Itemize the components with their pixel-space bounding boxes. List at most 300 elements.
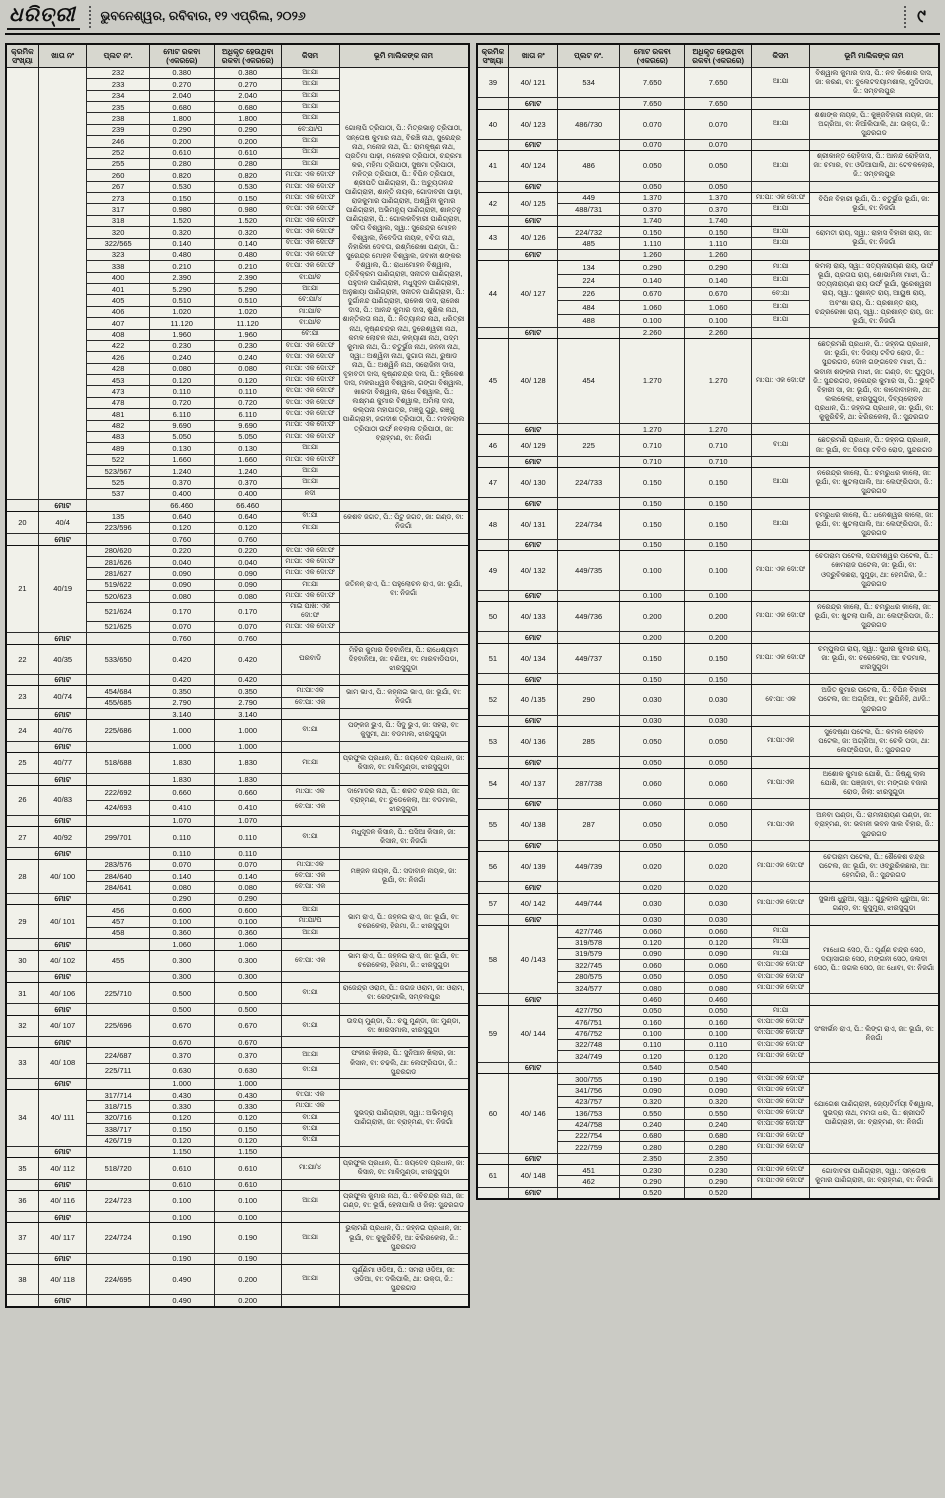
serial-cell [477,1153,509,1164]
acquired-area-cell: 0.080 [685,983,752,994]
total-area-cell: 0.130 [149,443,214,454]
total-area-cell: 0.150 [620,643,685,673]
total-area-cell: 0.610 [149,147,214,158]
kisam-cell: ଆ:ଯା [752,227,810,238]
kisam-cell [281,1253,339,1264]
kisam-cell: ବା:ପା: ଏକ ଦୋ:ଫ [281,238,339,249]
plot-cell: 338 [87,261,149,272]
acquired-area-cell: 1.370 [685,192,752,203]
total-area-cell: 0.820 [149,170,214,181]
owner-cell: ଚେତାରାମ ପଟେଲ, ଦଯବୀଶ୍ୱର ପଟେଲ, ପି.: ଖେମରାଜ ପଟେଲ, ଜା: ଭୂଯାଁ, ବା: ଓଦ୍ରୁବିକଛରା, ସୁମୁଢା, ଥା: ହେମଗିର, ଜି.: ସୁନ୍ଦରଗଡ [810,551,940,590]
serial-cell: 27 [6,827,38,848]
total-area-sum-cell: 0.290 [149,893,214,904]
total-label-cell: ମୋଟ [38,633,87,644]
owner-cell [810,914,940,925]
kisam-cell: ବା:ଯା [281,1135,339,1146]
plot-cell [87,674,149,685]
total-area-cell: 0.070 [620,109,685,139]
plot-col-header: ପ୍ଲଟ ନଂ. [557,44,619,67]
total-area-cell: 0.110 [620,1039,685,1050]
kisam-cell: ମା:ଯା [752,948,810,959]
acquired-area-col-header: ଅଧିକୃତ ହେଉଥିବା ରକବା (ଏକରରେ) [685,44,752,67]
kisam-cell: ମା:ପା:ଏକ ଦୋ:ଫ [752,893,810,914]
kisam-cell [281,674,339,685]
total-area-cell: 0.050 [620,810,685,840]
kisam-cell: ମା:ପା: ଏକ ଦୋ:ଫ [752,192,810,203]
kisam-cell: ଆ:ଯା [281,443,339,454]
plot-cell: 225/710 [87,983,149,1004]
plot-cell: 518/688 [87,752,149,773]
plot-row [6,859,469,870]
kisam-cell: ମା:ଯା [752,1005,810,1016]
acquired-area-cell: 0.190 [685,1074,752,1085]
kisam-cell: ଆ:ଯା [281,102,339,113]
acquired-area-sum-cell: 1.150 [214,1146,281,1157]
acquired-area-cell: 0.070 [214,621,281,632]
kisam-cell [281,709,339,720]
plot-row [477,1165,940,1176]
owner-cell: ଭୁଲାମଣି ପ୍ରଧାନ, ପି.: ଜହ୍ନଇ ପ୍ରଧାନ, ଜା: ଭୂଯାଁ, ବା: କୁକୁରିଚିହି, ଆ: ଝିରିରକେଲା, ଜି.: ସୁନ୍ଦରଗଡ [339,1223,469,1253]
total-area-cell: 0.110 [149,827,214,848]
plot-cell: 290 [557,685,619,715]
kisam-cell: ମା:ପା:ଏକ [752,810,810,840]
kisam-cell [281,1146,339,1157]
total-area-sum-cell: 0.500 [149,1004,214,1015]
total-area-cell: 0.190 [149,1223,214,1253]
owner-cell: ମଞ୍ଜନ ନାୟକ, ପି.: ସଦାବାନ ନାୟକ, ଜା: ଭୂଯାଁ, ବା: ନିଜଗାଁ [339,859,469,893]
acquired-area-cell: 0.050 [685,971,752,982]
header-rule [5,33,940,35]
kisam-cell: ବା:ଯା [281,1124,339,1135]
total-label-cell: ମୋଟ [509,1062,558,1073]
plot-cell: 225/696 [87,1015,149,1036]
acquired-area-cell: 0.130 [214,443,281,454]
land-records-table [476,43,941,1200]
plot-row [477,852,940,882]
acquired-area-cell: 0.050 [685,810,752,840]
total-area-sum-cell: 1.740 [620,215,685,226]
kisam-cell: ବା:ପା:ଏକ ଦୋ:ଫ [752,1028,810,1039]
kisam-cell: ମା:ପା:ଏକ ଦୋ:ଫ [752,1051,810,1062]
total-label-cell: ମୋଟ [509,914,558,925]
owner-cell: ଦାମୋଦର ନାଥ, ପି.: ଶରତ ଚନ୍ଦ୍ର ନାଥ, ଜା: ବ୍ରାହ୍ମଣ, ବା: ଚୁଡେକେଲା, ଆ: ବଡମାଲ, ଝାରସୁଗୁଡା [339,785,469,815]
serial-cell [477,181,509,192]
acquired-area-cell: 0.220 [214,545,281,556]
total-area-cell: 0.170 [149,602,214,621]
kisam-cell: ମା:ଯା/୪ [281,1158,339,1179]
kisam-cell: ବେ:ଯା [281,329,339,340]
plot-cell: 484 [557,301,619,314]
total-label-cell: ମୋଟ [509,994,558,1005]
plot-cell [87,939,149,950]
owner-cell: ଗୋଲାପି ତ୍ରିପାଠୀ, ପି.: ମିତ୍ରଭାନୁ ତ୍ରିପାଠୀ, ସନ୍ତୋଷ କୁମାର ନାଥ, ବିରଞ୍ଚି ନାଥ, ସୁରେନ୍ଦ୍ର ନାଥ, ମନୋଜ ନାଥ, ପି.: ରାମକୃଷ୍ଣ ନାଥ, ପ୍ରତିମା ପାଢ଼ୀ, ମନୋହର ତ୍ରିପାଠୀ, ଚନ୍ଦ୍ରମା କର, ମହିମା ତ୍ରିପାଠୀ, ସୁଷମା ତ୍ରିପାଠୀ, ମନିତ୍ର ତ୍ରିପାଠୀ, ପି.: ବିପିନ ତ୍ରିପାଠୀ, ଶ୍ରୀପତି ପାଣିଗ୍ରାହୀ, ପି.: ଅଚ୍ୟୁତାନନ୍ଦ ପାଣିଗ୍ରାହୀ, ଶାନ୍ତି ନାୟକ, ଗୋଦାବରୀ ପାଢ଼ୀ, ରାଜକୁମାର ପାଣିଗ୍ରାହୀ, ଅଶ୍ୱିନୀ କୁମାର ପାଣିଗ୍ରାହୀ, ଅଭିମନ୍ୟୁ ପାଣିଗ୍ରାହୀ, ଶାନ୍ତନୁ ପାଣିଗ୍ରାହୀ, ପି.: ଗୋଲକବିହାରୀ ପାଣିଗ୍ରାହୀ, ସବିତା ବିଶ୍ୱାଲ, ସ୍ୱା.: ସୁରେନ୍ଦ୍ର ମୋହନ ବିଶ୍ୱାଲ, ନିବେଦିତା ନାୟକ, ବବିତା ନାଥ, ନିହାରିକା ଦେବତା, ରଶ୍ମିରେଖା ପଣ୍ଡା, ପି.: ସୁରେନ୍ଦ୍ର ମୋହନ ବିଶ୍ୱାଲ, ଜବାନୀ ଶଙ୍କର ବିଶ୍ୱାଲ, ପି.: ରାଧାମୋହନ ବିଶ୍ୱାଲ, ତ୍ରିବିକ୍ରମ ପାଣିଗ୍ରାହୀ, ସନାତନ ପାଣିଗ୍ରାହୀ, ପହୁଦାନ ପାଣିଗ୍ରାହୀ, ମଧୁସୂଦନ ପାଣିଗ୍ରାହୀ, ଅନୁଛାୟା ପାଣିଗ୍ରାହୀ, ସନାତନ ପାଣିଗ୍ରାହୀ, ପି.: ଦୁର୍ଗାନନ୍ଦ ପାଣିଗ୍ରାହୀ, ରାକେଶ ଦାସ, ରାଜେଶ ଦାସ, ପି.: ଆନନ୍ଦ କୁମାର ଦାସ, ଶୁଶିଲ ନାଥ, ଶାନ୍ତିଲତା ନାଥ, ପି.: ନିତ୍ୟାନନ୍ଦ ନାଥ, ଧରିତ୍ରୀ ନାଥ, କୃଷ୍ଣଚନ୍ଦ୍ର ନାଥ, ଦୁରେଶ୍ୱରୀ ନାଥ, କମଳ ଲୋଚନ ନାଥ, କଳ୍ୟାଣୀ ନାଥ, ପଦ୍ମ କୁମାର ନାଥ, ପି.: ଚତୁର୍ଭୁଜ ନାଥ, ଜନନୀ ନାଥ, ସ୍ୱା.: ଅଶ୍ୱିନୀ ନାଥ, ଜୁଗାତା ନାଥ, ରୁଷାଡ ନାଥ, ପି.: ଅଶ୍ୱିନି ନାଥ, ସରୋଜିନୀ ଦାସ, ବୃହାବତୀ ଦାସ, କୃଷ୍ଣଚନ୍ଦ୍ର ଦାସ, ପି.: ହୃଷିକେଶ ଦାସ, ମକରଧ୍ୱଜ ବିଶ୍ୱାଲ, ଗଙ୍ଗା ବିଶ୍ୱାଲ, ଖାରଦା ବିଶ୍ୱାଲ, ରାଧେ ବିଶ୍ୱାଲ, ପି.: ଲକ୍ଷ୍ମଣ କୁମାର ବିଶ୍ୱାଲ, ଅମିଲା ଦାସ, କଲ୍ପନା ମହାପାତ୍ର, ମଞ୍ଜୁ ଗୁରୁ, ରଞ୍ଜୁ ପାଣିଗ୍ରାହୀ, ଜଗଦୀଶ ତ୍ରିପାଠୀ, ପି.: ମଦନଲାଲ ତ୍ରିପାଠୀ ଉର୍ଫ ନବଲାଲ ତ୍ରିପାଠୀ, ଜା: ବ୍ରାହ୍ମଣ, ବା: ନିଜଗାଁ [339,67,469,499]
owner-cell: ସଂକୀର୍ଭନ ରାଏ, ପି.: ଲିଙ୍ଗ ରାଏ, ଜା: ଭୂଯାଁ, ବା: ନିଜଗାଁ [810,1005,940,1062]
plot-cell: 488 [557,314,619,327]
total-area-cell: 2.790 [149,697,214,708]
acquired-area-sum-cell: 1.270 [685,424,752,435]
plot-cell: 319/578 [557,937,619,948]
owner-cell: ନରେନ୍ଦ୍ର କାଲୋ, ପି.: ଚମରୁଧର କାଲୋ, ଜା: ଭୂଯାଁ, ବା: ଖୁଟଲାପାଲି, ଆ: ଲେଫ୍ରିପଡା, ଜି.: ସୁନ୍ଦରଗଡ [810,468,940,498]
total-area-cell: 0.680 [149,102,214,113]
serial-col-header: କ୍ରମିକ ସଂଖ୍ୟା [6,44,38,67]
plot-cell: 426/719 [87,1135,149,1146]
kisam-cell [752,139,810,150]
kisam-cell: ଆ:ଯା [281,158,339,169]
acquired-area-cell: 0.330 [214,1101,281,1112]
land-records-table [5,43,470,1308]
plot-cell: 225/711 [87,1063,149,1078]
plot-row [477,261,940,274]
serial-cell [6,67,38,499]
kisam-cell: ଆ:ଯା [752,109,810,139]
plot-cell [87,500,149,511]
serial-cell [6,815,38,826]
plot-cell [87,741,149,752]
plot-row [6,1015,469,1036]
khata-cell [38,67,87,499]
acquired-area-cell: 0.320 [685,1096,752,1107]
total-area-sum-cell: 0.020 [620,882,685,893]
owner-cell: ଭାମ ଭାଏ, ପି.: କହ୍ନାଇ ଭାଏ, ଜା: ଭୂଯାଁ, ବା: ନିଜଗାଁ [339,686,469,709]
acquired-area-cell: 1.020 [214,306,281,317]
kisam-cell: ଆ:ଯା [281,477,339,488]
total-area-cell: 0.070 [149,859,214,870]
total-label-cell: ମୋଟ [509,715,558,726]
serial-cell [477,914,509,925]
serial-cell: 28 [6,859,38,893]
acquired-area-sum-cell: 0.070 [685,139,752,150]
serial-cell [477,590,509,601]
kisam-cell [752,1153,810,1164]
kisam-cell [281,774,339,785]
group-total-row [6,500,469,511]
plot-row [477,810,940,840]
plot-cell: 423/757 [557,1096,619,1107]
owner-cell: ଜତିନନ୍ ରାଏ, ପି.: ପହୁଲୋଚନ ରାଏ, ଜା: ଭୂଯାଁ, ବା: ନିଜଗାଁ [339,545,469,633]
kisam-cell: ମା:ପା:ଏକ ଦୋ:ଫ [752,1130,810,1141]
kisam-cell: ମା:ପା:ଏକ ଦୋ:ଫ [752,983,810,994]
total-area-sum-cell: 1.830 [149,774,214,785]
khata-cell: 40/ 146 [509,1074,558,1154]
serial-cell [6,1253,38,1264]
serial-cell [6,1146,38,1157]
khata-cell: 40/ 100 [38,859,87,893]
plot-cell: 400 [87,272,149,283]
plot-cell: 462 [557,1176,619,1187]
plot-cell [87,1295,149,1307]
plot-cell: 318 [87,215,149,226]
serial-cell [6,893,38,904]
kisam-cell [752,98,810,109]
owner-cell [339,1212,469,1223]
land-acquisition-table-right [476,43,941,1200]
serial-cell: 60 [477,1074,509,1154]
plot-cell: 320/716 [87,1112,149,1123]
acquired-area-cell: 1.960 [214,329,281,340]
kisam-cell [281,971,339,982]
plot-row [6,1048,469,1063]
owner-cell: ଫକୀର ଖିଲାର, ପି.: ସୁନିଆନ ଖିଲାର, ଜା: କିସାନ, ବା: ଚଢଲି, ଥା: ଲେଫ୍ରିପଡା, ଜି.: ସୁନ୍ଦରଗଡ [339,1048,469,1078]
total-area-sum-cell: 1.150 [149,1146,214,1157]
plot-row [6,905,469,916]
plot-cell: 428 [87,363,149,374]
plot-cell: 320 [87,227,149,238]
serial-cell: 45 [477,339,509,424]
dateline: ଭୁବନେଶ୍ୱର, ରବିବାର, ୧୨ ଏପ୍ରିଲ, ୨୦୨୬ [100,9,306,23]
acquired-area-cell: 0.090 [685,1085,752,1096]
acquired-area-cell: 1.830 [214,752,281,773]
group-total-row [6,1179,469,1190]
serial-cell [477,1187,509,1199]
acquired-area-cell: 0.290 [214,124,281,135]
total-area-cell: 0.090 [620,1085,685,1096]
acquired-area-cell: 0.060 [685,768,752,798]
total-label-cell: ମୋଟ [509,798,558,809]
owner-cell: ପ୍ରଫୁଲ ପ୍ରଧାନ, ପି.: ଜୟଦେବ ପ୍ରଧାନ, ଜା: କିସାନ, ବା: ମାଳିମୁଣ୍ଡା, ଝାରସୁଗୁଡା [339,752,469,773]
plot-cell: 456 [87,905,149,916]
kisam-cell [752,840,810,851]
kisam-cell: ଆ:ଯା [752,468,810,498]
plot-cell: 226 [557,287,619,300]
kisam-cell: ମା:ପା:ଏକ ଦୋ:ଫ [752,852,810,882]
kisam-cell: ମା:ପା:ଏକ ଦୋ:ଫ [752,1176,810,1187]
kisam-cell: ଆ:ଯା [281,1223,339,1253]
plot-cell: 519/622 [87,579,149,590]
total-area-cell: 0.140 [620,274,685,287]
total-label-cell: ମୋଟ [38,848,87,859]
group-total-row [6,1212,469,1223]
owner-cell: ଚମ୍ପୁଲତା ରାୟ, ସ୍ୱା.: ସୁଧୀର କୁମାର ରାୟ, ଜା: ଭୂଯାଁ, ବା: ଚରେକେଲା, ଆ: ବଡମାଲ, ଝାରସୁଗୁଡା [810,643,940,673]
group-total-row [477,327,940,338]
plot-cell: 488/731 [557,204,619,215]
plot-cell: 322/565 [87,238,149,249]
plot-cell: 453 [87,375,149,386]
plot-cell: 449/735 [557,551,619,590]
kisam-cell: ବା:ପା:ଏକ ଦୋ:ଫ [752,1017,810,1028]
acquired-area-sum-cell: 0.050 [685,181,752,192]
kisam-cell: ବା:ପା:ଏକ ଦୋ:ଫ [752,1039,810,1050]
kisam-cell: ବେ:ଯା/୪ [281,295,339,306]
plot-cell: 252 [87,147,149,158]
plot-cell [557,539,619,550]
serial-cell: 56 [477,852,509,882]
khata-cell: 40/ 125 [509,192,558,215]
serial-cell: 54 [477,768,509,798]
kisam-cell [752,1062,810,1073]
serial-cell: 48 [477,509,509,539]
acquired-area-cell: 2.790 [214,697,281,708]
plot-cell: 281/626 [87,557,149,568]
plot-cell: 287/738 [557,768,619,798]
serial-cell [477,249,509,260]
total-area-sum-cell: 66.460 [149,500,214,511]
acquired-area-cell: 0.050 [685,727,752,757]
serial-cell [477,840,509,851]
khata-cell: 40/4 [38,511,87,534]
kisam-cell: ଆ:ଯା [281,927,339,938]
plot-cell: 521/625 [87,621,149,632]
total-area-cell: 0.300 [149,950,214,971]
total-area-cell: 0.490 [149,1265,214,1295]
plot-cell: 280/620 [87,545,149,556]
owner-cell: ନରେନ୍ଦ୍ର କାଲୋ, ପି.: ଚମରୁଧର କାଲୋ, ଜା: ଭୂଯାଁ, ବା: ଖୁଟଲା ପାଲି, ଥା: ଲେଫ୍ରିପଡା, ଜି.: ସୁନ୍ଦରଗଡ [810,602,940,632]
plot-cell: 323 [87,249,149,260]
acquired-area-cell: 0.280 [685,1142,752,1153]
owner-cell: ମିହିର କୁମାର ଦିହବାନିଆ, ପି.: ରାଧେଶ୍ୟାମ ଦିହବାନିଆ, ଜା: ବଣିଆ, ବା: ମାରବାଡିପଡା, ଝାରସୁଗୁଡା [339,644,469,674]
owner-cell: ସୁଭାଷ ଧୁରୁଆ, ସ୍ୱା.: ଗୁରୁଲାଲ ଧୁରୁଆ, ଜା: ଗଣ୍ଡ, ବା: କୁସୁମୁରା, ଝାରସୁଗୁଡା [810,893,940,914]
total-area-cell: 5.050 [149,431,214,442]
acquired-area-sum-cell: 7.650 [685,98,752,109]
kisam-cell [281,1295,339,1307]
total-area-cell: 11.120 [149,318,214,329]
kisam-cell [752,327,810,338]
kisam-cell: ବା:ଯା [281,720,339,741]
kisam-cell: ଆ:ଯା [281,1265,339,1295]
total-area-cell: 1.270 [620,339,685,424]
kisam-cell: ମା:ଯା/ଚ [281,306,339,317]
owner-cell [810,498,940,509]
kisam-cell: ବା:ପା:ଏକ ଦୋ:ଫ [752,1108,810,1119]
total-label-cell: ମୋଟ [509,882,558,893]
owner-cell [810,249,940,260]
acquired-area-sum-cell: 1.070 [214,815,281,826]
total-area-cell: 0.120 [149,522,214,533]
owner-col-header: ଭୂମି ମାଲିକଙ୍କ ନାମ [339,44,469,67]
acquired-area-cell: 0.280 [214,158,281,169]
kisam-cell: ବା:ପା: ଏକ ଦୋ:ଫ [281,227,339,238]
plot-cell: 449/744 [557,893,619,914]
group-total-row [6,633,469,644]
total-area-sum-cell: 1.000 [149,1078,214,1089]
acquired-area-cell: 0.050 [685,1005,752,1016]
plot-row [6,950,469,971]
plot-cell: 224/723 [87,1190,149,1211]
plot-row [6,1265,469,1295]
total-area-sum-cell: 1.000 [149,741,214,752]
acquired-area-sum-cell: 0.150 [685,674,752,685]
total-area-sum-cell: 1.060 [149,939,214,950]
total-area-cell: 0.240 [149,352,214,363]
total-label-cell: ମୋଟ [509,249,558,260]
acquired-area-cell: 0.100 [685,551,752,590]
total-area-sum-cell: 0.150 [620,674,685,685]
plot-cell: 299/701 [87,827,149,848]
plot-cell [557,590,619,601]
kisam-cell: ମା:ପା:ଏକ [281,686,339,697]
acquired-area-cell: 0.530 [214,181,281,192]
plot-cell: 222/692 [87,785,149,800]
serial-cell [6,939,38,950]
total-area-cell: 1.060 [620,301,685,314]
acquired-area-sum-cell: 0.420 [214,674,281,685]
plot-row [6,752,469,773]
acquired-area-cell: 0.070 [685,109,752,139]
total-area-cell: 0.110 [149,386,214,397]
plot-cell: 239 [87,124,149,135]
plot-cell: 260 [87,170,149,181]
plot-cell [557,1187,619,1199]
plot-cell [87,815,149,826]
acquired-area-cell: 0.430 [214,1090,281,1101]
owner-cell: ଭାମ ରାଏ, ପି.: ଜହ୍ନଇ ରାଏ, ଜା: ଭୂଯାଁ, ବା: ଚରେକେଲା, ହିରମା, ଜି.: ଝାରସୁଗୁଡା [339,950,469,971]
total-area-cell: 0.630 [149,1063,214,1078]
acquired-area-cell: 0.070 [214,859,281,870]
acquired-area-cell: 5.290 [214,284,281,295]
header-row [477,44,940,67]
serial-cell: 52 [477,685,509,715]
kisam-cell: ବା:ପା: ଏକ ଦୋ:ଫ [281,352,339,363]
kisam-cell: ବା:ପା: ଏକ ଦୋ:ଫ [281,409,339,420]
plot-cell: 455 [87,950,149,971]
total-area-sum-cell: 0.190 [149,1253,214,1264]
plot-cell [557,757,619,768]
kisam-cell: ବା:ପା:ଏକ ଦୋ:ଫ [752,1074,810,1085]
owner-cell [339,1253,469,1264]
serial-cell: 35 [6,1158,38,1179]
acquired-area-cell: 0.080 [214,363,281,374]
serial-cell: 30 [6,950,38,971]
acquired-area-cell: 0.060 [685,926,752,937]
total-area-cell: 0.550 [620,1108,685,1119]
plot-cell: 224/734 [557,509,619,539]
serial-cell: 41 [477,151,509,181]
total-area-sum-cell: 0.670 [149,1037,214,1048]
total-area-cell: 2.390 [149,272,214,283]
plot-cell: 483 [87,431,149,442]
acquired-area-cell: 6.110 [214,409,281,420]
khata-cell: 40/ 139 [509,852,558,882]
plot-cell: 449 [557,192,619,203]
plot-cell: 225/686 [87,720,149,741]
plot-cell: 319/579 [557,948,619,959]
plot-cell: 284/640 [87,871,149,882]
serial-cell: 21 [6,545,38,633]
kisam-cell: ଆ:ଯା [752,151,810,181]
plot-row [477,227,940,238]
total-area-cell: 0.410 [149,800,214,815]
kisam-cell: ଆ:ଯା [281,67,339,78]
plot-cell: 481 [87,409,149,420]
serial-cell [6,1078,38,1089]
plot-row [6,545,469,556]
group-total-row [6,939,469,950]
total-area-cell: 2.040 [149,90,214,101]
total-area-cell: 0.090 [149,568,214,579]
serial-cell: 37 [6,1223,38,1253]
kisam-cell: ବା:ଯା/ଚ [281,272,339,283]
acquired-area-cell: 0.200 [214,136,281,147]
group-total-row [6,774,469,785]
total-area-sum-cell: 0.060 [620,798,685,809]
plot-cell [557,498,619,509]
serial-cell [6,1212,38,1223]
serial-cell: 49 [477,551,509,590]
khata-cell: 40/ 106 [38,983,87,1004]
kisam-cell: ମା:ପା:ଏକ [752,768,810,798]
kisam-cell: ବା:ପା: ଏକ ଦୋ:ଫ [281,249,339,260]
plot-cell: 224/695 [87,1265,149,1295]
serial-cell: 42 [477,192,509,215]
plot-cell: 341/756 [557,1085,619,1096]
total-area-cell: 0.400 [149,488,214,499]
total-label-cell: ମୋଟ [509,498,558,509]
total-area-cell: 0.680 [620,1130,685,1141]
owner-cell [810,1187,940,1199]
group-total-row [6,1037,469,1048]
plot-cell [557,215,619,226]
acquired-area-cell: 2.390 [214,272,281,283]
total-area-sum-cell: 0.150 [620,498,685,509]
